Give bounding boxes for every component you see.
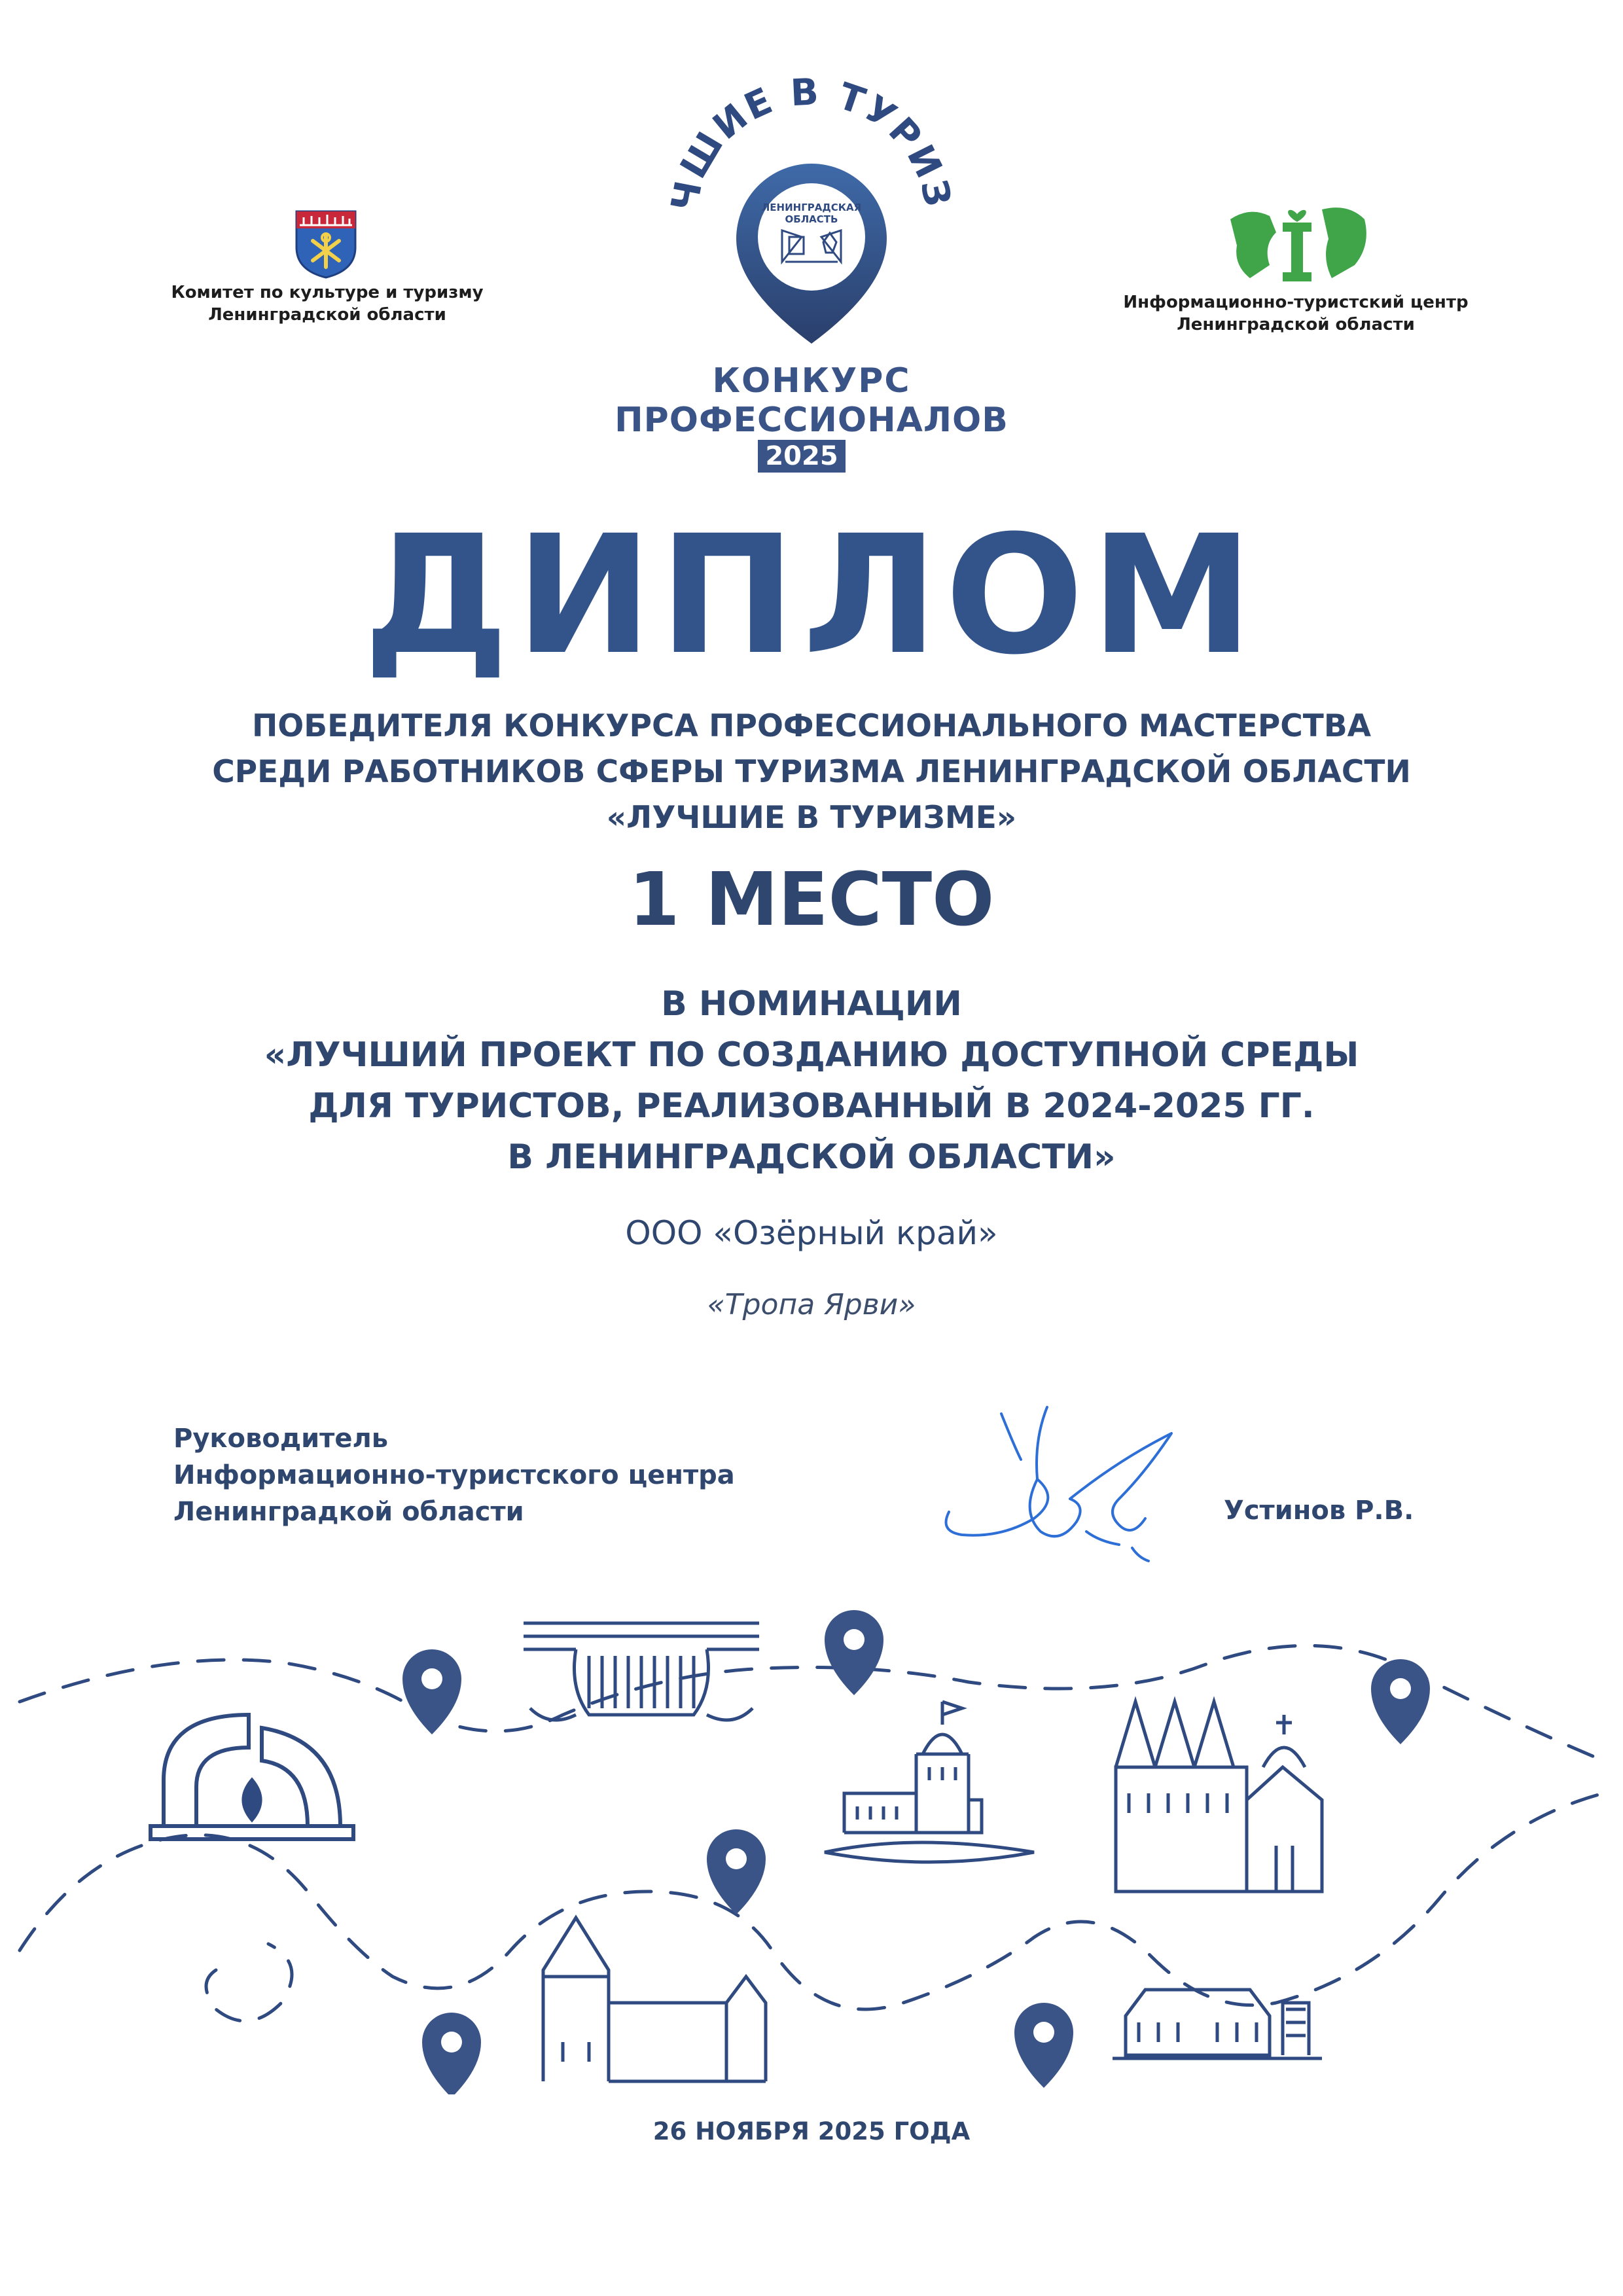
left-org-line-1: Комитет по культуре и туризму: [171, 283, 484, 302]
tourist-center-logo-icon: [1224, 193, 1374, 294]
contest-logo: [661, 65, 962, 356]
left-org-line-2: Ленинградской области: [208, 305, 446, 325]
contest-line-1: КОНКУРС: [712, 361, 911, 401]
diploma-title: ДИПЛОМ: [363, 500, 1260, 691]
right-org-line-2: Ленинградской области: [1177, 315, 1415, 334]
signatory-role: [173, 1420, 735, 1530]
right-org-name: [1113, 291, 1479, 336]
logo-arc-text: ЧШИЕ В ТУРИЗ: [663, 71, 959, 215]
cathedral-icon: [1116, 1702, 1322, 1892]
logo-inner-line-2: ОБЛАСТЬ: [785, 213, 838, 225]
signatory-role-line-1: Руководитель: [173, 1424, 389, 1454]
nomination-line-4: В ЛЕНИНГРАДСКОЙ ОБЛАСТИ»: [507, 1138, 1116, 1177]
issue-date: 26 НОЯБРЯ 2025 ГОДА: [652, 2117, 971, 2145]
nomination-line-3: ДЛЯ ТУРИСТОВ, РЕАЛИЗОВАННЫЙ В 2024-2025 ГГ.: [308, 1086, 1315, 1126]
winner-line-3: «ЛУЧШИЕ В ТУРИЗМЕ»: [606, 800, 1017, 836]
logo-inner-line-1: ЛЕНИНГРАДСКАЯ: [761, 202, 862, 213]
memorial-arch-icon: [151, 1715, 353, 1839]
dashed-route: [20, 1645, 1603, 2020]
winner-line-2: СРЕДИ РАБОТНИКОВ СФЕРЫ ТУРИЗМА ЛЕНИНГРАДСКОЙ ОБЛАСТИ: [212, 754, 1411, 790]
contest-line-2: ПРОФЕССИОНАЛОВ: [615, 401, 1008, 440]
signatory-name: Устинов Р.В.: [1224, 1496, 1414, 1526]
landmarks-illustration: [0, 1584, 1623, 2097]
signatory-role-line-3: Ленинградкой области: [173, 1497, 524, 1527]
nomination-line-1: В НОМИНАЦИИ: [661, 984, 962, 1024]
castle-icon: [825, 1702, 1034, 1862]
fortress-icon: [543, 1918, 766, 2081]
leningrad-coat-of-arms-icon: [293, 208, 359, 283]
project-name: «Тропа Ярви»: [707, 1288, 916, 1321]
right-org-line-1: Информационно-туристский центр: [1123, 293, 1469, 312]
waterfall-icon: [524, 1623, 759, 1720]
winner-line-1: ПОБЕДИТЕЛЯ КОНКУРСА ПРОФЕССИОНАЛЬНОГО МАСТЕРСТВА: [251, 708, 1372, 744]
nomination-line-2: «ЛУЧШИЙ ПРОЕКТ ПО СОЗДАНИЮ ДОСТУПНОЙ СРЕДЫ: [264, 1035, 1359, 1075]
place-title: 1 МЕСТО: [628, 857, 995, 942]
left-org-name: [157, 281, 497, 326]
handwritten-signature: [923, 1401, 1198, 1573]
company-name: ООО «Озёрный край»: [625, 1214, 998, 1252]
year-badge: 2025: [758, 440, 846, 473]
signatory-role-line-2: Информационно-туристского центра: [173, 1460, 735, 1490]
